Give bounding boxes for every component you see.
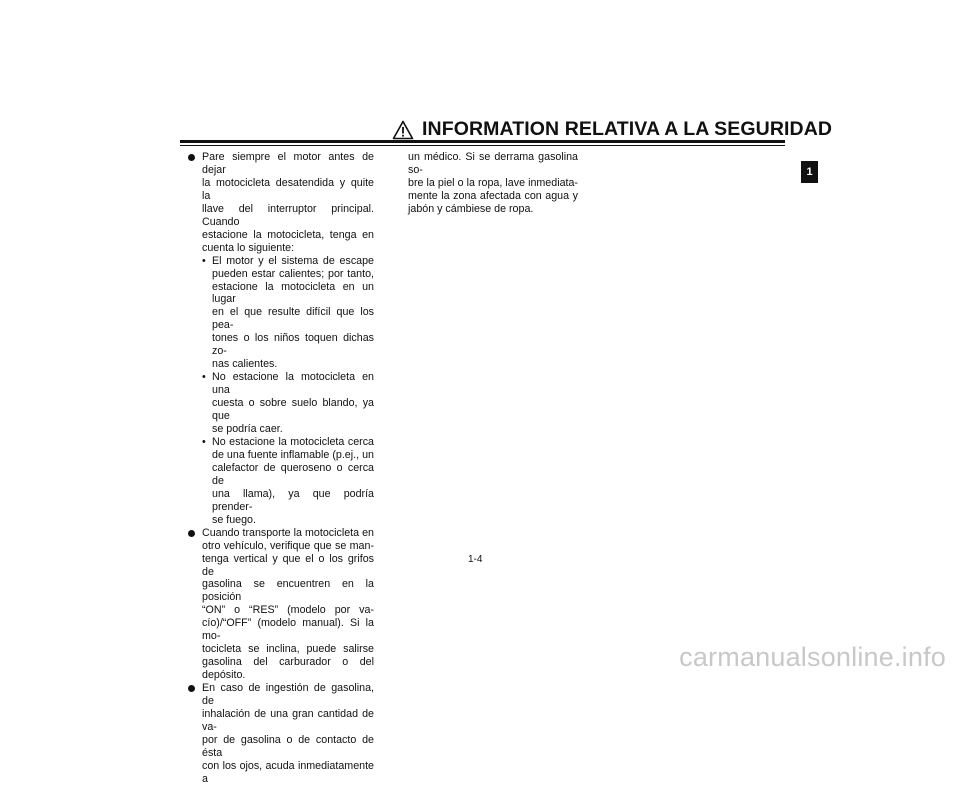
text-line: estacione la motocicleta en un lugar (212, 280, 374, 306)
text-line: Pare siempre el motor antes de dejar (202, 151, 374, 176)
text-line: tenga vertical y que el o los grifos de (202, 552, 374, 578)
text-line: otro vehículo, verifique que se man- (202, 539, 374, 552)
text-line: llave del interruptor principal. Cuando (202, 202, 374, 228)
page-number: 1-4 (468, 554, 483, 565)
text-line: gasolina del carburador o del depósito. (202, 656, 374, 682)
bullet-icon (188, 530, 195, 537)
text-line: en el que resulte difícil que los pea- (212, 306, 374, 332)
text-line: En caso de ingestión de gasolina, de (202, 682, 374, 708)
text-line: bre la piel o la ropa, lave inmediata- (408, 176, 578, 189)
text-column-left (188, 151, 374, 786)
text-line: tones o los niños toquen dichas zo- (212, 332, 374, 358)
text-line: se fuego. (212, 513, 256, 526)
text-line: mente la zona afectada con agua y (408, 189, 578, 202)
bullet-icon (188, 685, 195, 692)
text-line: pueden estar calientes; por tanto, (212, 267, 374, 280)
text-line: cuenta lo siguiente: (202, 241, 295, 254)
text-line: “ON” o “RES” (modelo por va- (202, 604, 374, 617)
text-line: se podría caer. (212, 423, 283, 436)
sub-bullet-icon: • (202, 254, 206, 267)
bullet-item-parking (188, 151, 374, 255)
text-line: No estacione la motocicleta en una (212, 371, 374, 397)
text-line: tocicleta se inclina, puede salirse (202, 643, 374, 656)
header-rule-thin (180, 145, 785, 146)
sub-item-hot-parts (188, 255, 374, 372)
text-line: jabón y cámbiese de ropa. (408, 202, 534, 215)
sub-bullet-icon: • (202, 435, 206, 448)
bullet-item-ingestion (188, 682, 374, 786)
sub-item-slope (188, 371, 374, 436)
sub-bullet-icon: • (202, 371, 206, 384)
bullet-icon (188, 154, 195, 161)
text-line: la motocicleta desatendida y quite la (202, 176, 374, 202)
section-tab: 1 (801, 161, 818, 183)
text-line: No estacione la motocicleta cerca (212, 435, 374, 448)
text-line: nas calientes. (212, 358, 278, 371)
text-line: gasolina se encuentren en la posición (202, 578, 374, 604)
page-title: INFORMATION RELATIVA A LA SEGURIDAD (422, 118, 833, 140)
text-line: con los ojos, acuda inmediatamente a (202, 759, 374, 785)
text-line: por de gasolina o de contacto de ésta (202, 733, 374, 759)
sub-item-flammable (188, 436, 374, 527)
text-line: cío)/“OFF” (modelo manual). Si la mo- (202, 617, 374, 643)
text-line: un médico. Si se derrama gasolina so- (408, 151, 578, 176)
page-header (392, 118, 832, 141)
header-rule-thick (180, 140, 785, 143)
bullet-item-transport (188, 527, 374, 682)
text-line: calefactor de queroseno o cerca de (212, 461, 374, 487)
watermark: carmanualsonline.info (679, 642, 946, 672)
warning-triangle-icon (392, 120, 414, 140)
text-line: cuesta o sobre suelo blando, ya que (212, 397, 374, 423)
text-column-right (408, 151, 578, 216)
text-line: Cuando transporte la motocicleta en (202, 526, 374, 539)
text-line: una llama), ya que podría prender- (212, 487, 374, 513)
text-line: El motor y el sistema de escape (212, 254, 374, 267)
text-line: de una fuente inflamable (p.ej., un (212, 448, 374, 461)
text-line: inhalación de una gran cantidad de va- (202, 707, 374, 733)
text-line: estacione la motocicleta, tenga en (202, 228, 374, 241)
